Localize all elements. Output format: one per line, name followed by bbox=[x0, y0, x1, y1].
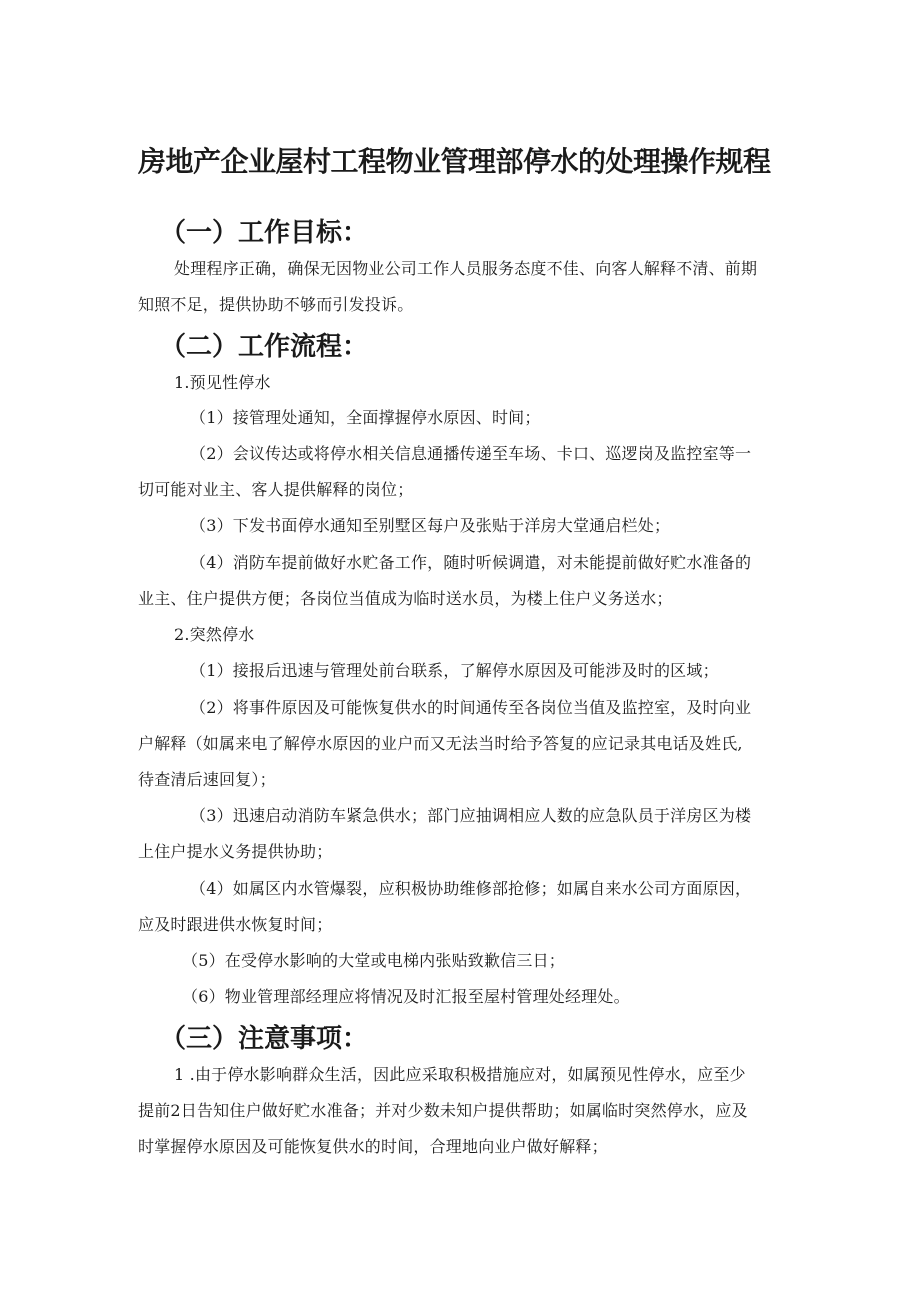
subheading-line: 2.突然停水 bbox=[174, 625, 255, 644]
paragraph-line: （3）下发书面停水通知至别墅区每户及张贴于洋房大堂通启栏处； bbox=[190, 516, 671, 535]
section-heading-notes: （三）注意事项： bbox=[160, 1024, 369, 1054]
paragraph-line: （2）将事件原因及可能恢复供水的时间通传至各岗位当值及监控室，及时向业 bbox=[190, 698, 752, 717]
paragraph-line: （5）在受停水影响的大堂或电梯内张贴致歉信三日； bbox=[182, 951, 565, 970]
paragraph-line: 切可能对业主、客人提供解释的岗位； bbox=[138, 480, 414, 499]
section-heading-process: （二）工作流程： bbox=[160, 332, 369, 362]
subheading-line: 1.预见性停水 bbox=[174, 373, 271, 392]
paragraph-line: （6）物业管理部经理应将情况及时汇报至屋村管理处经理处。 bbox=[182, 987, 630, 1006]
paragraph-line: 知照不足，提供协助不够而引发投诉。 bbox=[138, 295, 414, 314]
paragraph-line: （2）会议传达或将停水相关信息通播传递至车场、卡口、巡逻岗及监控室等一 bbox=[190, 444, 752, 463]
paragraph-line: 业主、住户提供方便；各岗位当值成为临时送水员，为楼上住户义务送水； bbox=[138, 589, 673, 608]
paragraph-line: 上住户提水义务提供协助； bbox=[138, 842, 333, 861]
paragraph-line: 提前2日告知住户做好贮水准备；并对少数未知户提供帮助；如属临时突然停水，应及 bbox=[138, 1101, 748, 1120]
paragraph-line: 应及时跟进供水恢复时间； bbox=[138, 915, 333, 934]
paragraph-line: （1）接管理处通知，全面撑握停水原因、时间； bbox=[190, 408, 541, 427]
document-title: 房地产企业屋村工程物业管理部停水的处理操作规程 bbox=[138, 145, 771, 178]
paragraph-line: （4）如属区内水管爆裂，应积极协助维修部抢修；如属自来水公司方面原因， bbox=[190, 879, 752, 898]
paragraph-line: 处理程序正确，确保无因物业公司工作人员服务态度不佳、向客人解释不清、前期 bbox=[174, 259, 758, 278]
paragraph-line: 时掌握停水原因及可能恢复供水的时间，合理地向业户做好解释； bbox=[138, 1137, 608, 1156]
paragraph-line: （4）消防车提前做好水贮备工作，随时听候调遣，对未能提前做好贮水准备的 bbox=[190, 553, 752, 572]
paragraph-line: （1）接报后迅速与管理处前台联系，了解停水原因及可能涉及时的区域； bbox=[190, 661, 719, 680]
section-heading-goal: （一）工作目标： bbox=[160, 218, 369, 248]
paragraph-line: 待查清后速回复）； bbox=[138, 770, 276, 789]
paragraph-line: （3）迅速启动消防车紧急供水；部门应抽调相应人数的应急队员于洋房区为楼 bbox=[190, 806, 752, 825]
paragraph-line: 1 .由于停水影响群众生活，因此应采取积极措施应对，如属预见性停水，应至少 bbox=[174, 1065, 746, 1084]
paragraph-line: 户解释（如属来电了解停水原因的业户而又无法当时给予答复的应记录其电话及姓氏, bbox=[138, 734, 743, 753]
